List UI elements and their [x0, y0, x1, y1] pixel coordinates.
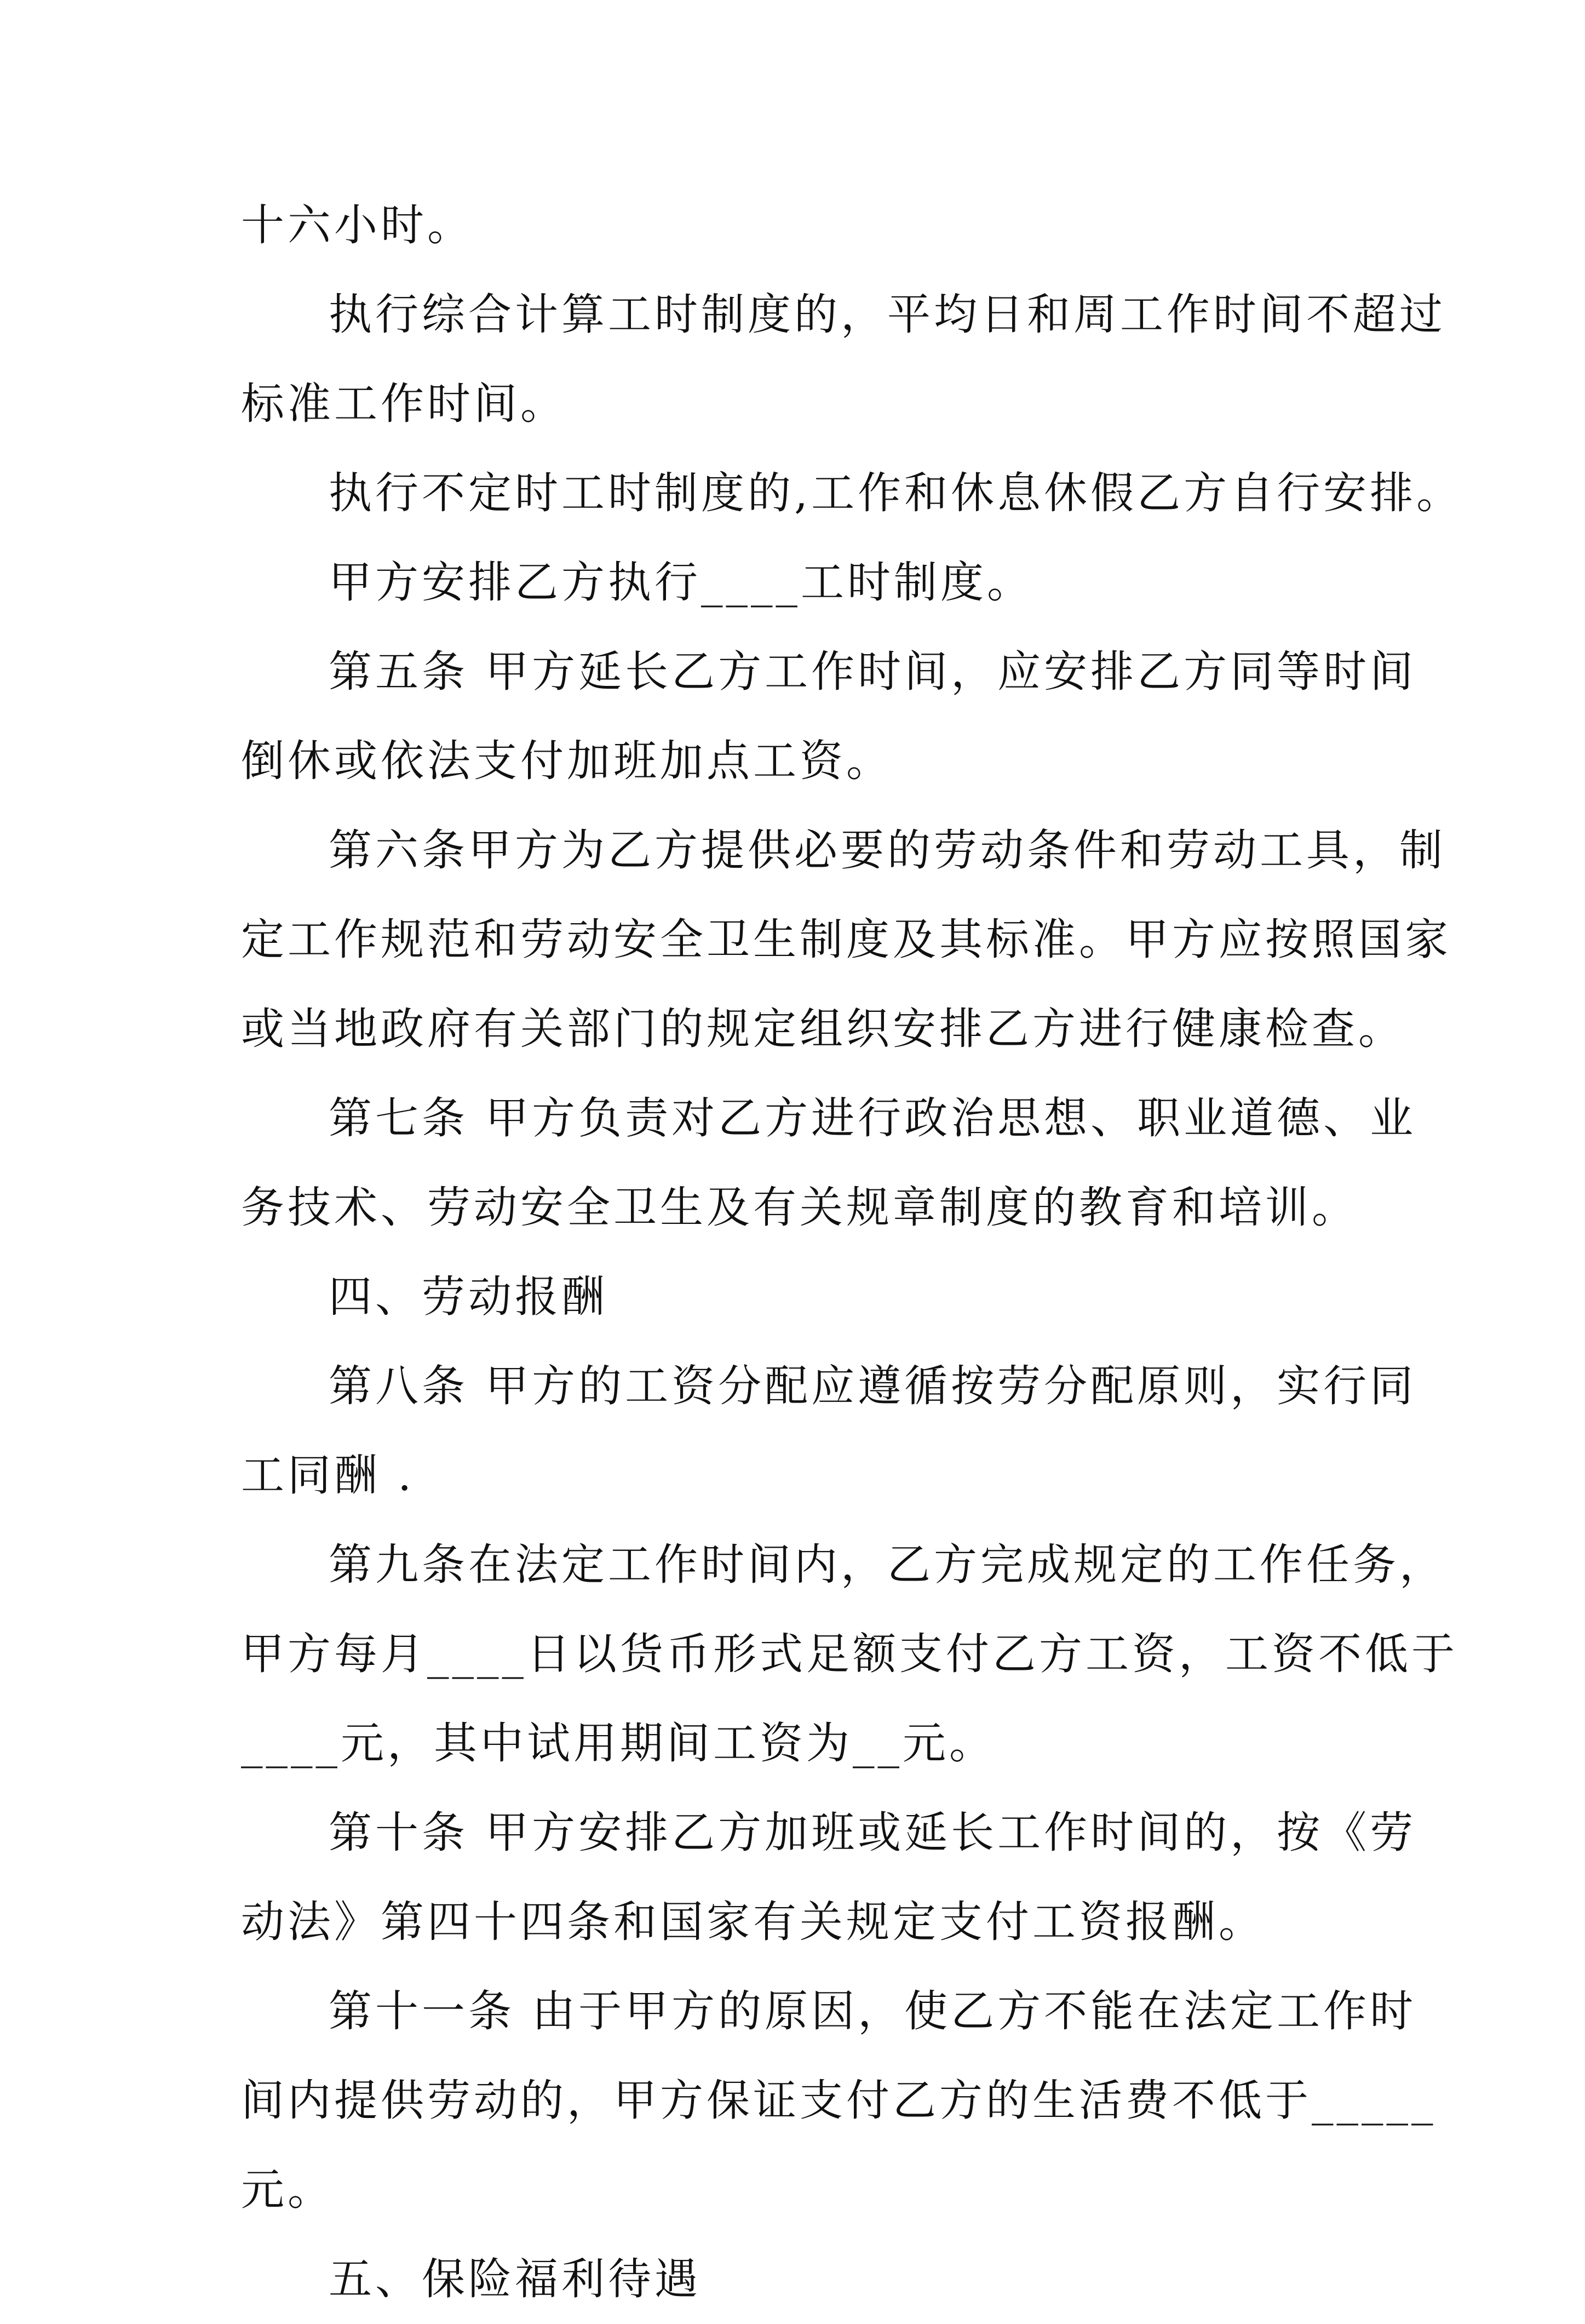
text-line: 间内提供劳动的，甲方保证支付乙方的生活费不低于_____: [241, 2075, 1437, 2126]
text-line: 执行不定时工时制度的,工作和休息休假乙方自行安排。: [329, 468, 1463, 518]
document-body: [241, 181, 1463, 2324]
text-line: 第六条甲方为乙方提供必要的劳动条件和劳动工具，制: [329, 825, 1446, 875]
section-heading: 四、劳动报酬: [329, 1272, 608, 1322]
text-line: 第十条 甲方安排乙方加班或延长工作时间的，按《劳: [329, 1807, 1417, 1858]
text-line: 第五条 甲方延长乙方工作时间，应安排乙方同等时间: [329, 646, 1417, 697]
text-line: 执行综合计算工时制度的，平均日和周工作时间不超过: [329, 289, 1446, 340]
text-line: 定工作规范和劳动安全卫生制度及其标准。甲方应按照国家: [241, 914, 1451, 965]
text-line: 甲方安排乙方执行____工时制度。: [329, 557, 1033, 608]
text-line: 标准工作时间。: [241, 379, 567, 429]
text-line: 甲方每月____日以货币形式足额支付乙方工资，工资不低于: [241, 1629, 1458, 1679]
section-heading: 五、保险福利待遇: [329, 2254, 701, 2304]
text-line: 第七条 甲方负责对乙方进行政治思想、职业道德、业: [329, 1093, 1417, 1143]
text-line: 十六小时。: [241, 200, 474, 250]
text-line: 第八条 甲方的工资分配应遵循按劳分配原则，实行同: [329, 1361, 1417, 1411]
text-line: 元。: [241, 2165, 334, 2215]
text-line: 务技术、劳动安全卫生及有关规章制度的教育和培训。: [241, 1182, 1358, 1233]
text-line: 第十一条 由于甲方的原因，使乙方不能在法定工作时: [329, 1986, 1417, 2036]
text-line: 倒休或依法支付加班加点工资。: [241, 736, 893, 786]
text-line: 工同酬 .: [241, 1450, 415, 1501]
text-line: 或当地政府有关部门的规定组织安排乙方进行健康检查。: [241, 1004, 1405, 1054]
text-line: 第九条在法定工作时间内，乙方完成规定的工作任务，: [329, 1539, 1446, 1590]
text-line: ____元，其中试用期间工资为__元。: [241, 1718, 996, 1768]
text-line: 动法》第四十四条和国家有关规定支付工资报酬。: [241, 1897, 1265, 1947]
